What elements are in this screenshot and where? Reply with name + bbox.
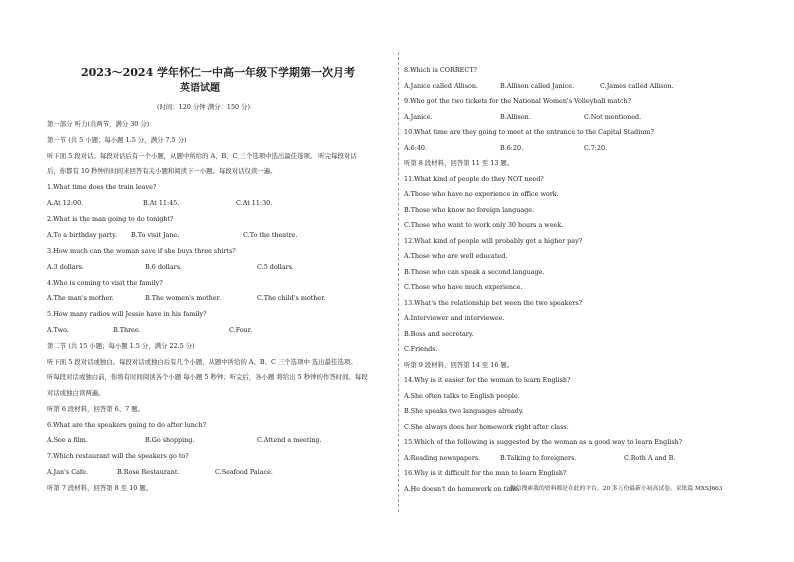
- q14-option-a: A.She often talks to English people.: [404, 392, 520, 400]
- column-divider: [398, 52, 399, 512]
- section-two-heading: 第二节 (共 15 小题；每小题 1.5 分，满分 22.5 分): [47, 342, 195, 350]
- section-one-instructions: 听下面 5 段对话。每段对话后有一个小题，从题中所给的 A、B、C 三个选项中选出最佳选项。 听完每段对话: [47, 152, 357, 160]
- section-two-instructions-cont: 听每段对话或独白前，你将有时间阅读各个小题 每小题 5 秒钟；听完后，各小题 将给出 5 秒钟的作答时间。每段: [47, 373, 368, 381]
- q6-option-b: B.Go shopping.: [145, 436, 195, 444]
- q2-option-b: B.To visit Jane.: [131, 231, 180, 239]
- question-15: 15.Which of the following is suggested by the woman as a good way to learn English?: [404, 438, 683, 446]
- section-two-instructions-end: 对话或独白读两遍。: [47, 389, 105, 397]
- q1-option-b: B.At 11:45.: [143, 199, 180, 207]
- q15-option-c: C.Both A and B.: [624, 454, 676, 462]
- q9-option-a: A.Janice.: [404, 113, 433, 121]
- exam-subject: 英语试题: [180, 83, 220, 94]
- q14-option-b: B.She speaks two languages already.: [404, 407, 524, 415]
- passage-6-hint: 听第 6 段材料，回答第 6、7 题。: [47, 405, 145, 413]
- q4-option-b: B.The women's mother.: [145, 294, 222, 302]
- q10-option-a: A.6:40.: [404, 144, 428, 152]
- q3-option-c: C.5 dollars.: [257, 263, 294, 271]
- passage-7-hint: 听第 7 段材料，回答第 8 至 10 题。: [47, 484, 153, 492]
- question-9: 9.Who got the two tickets for the National Women's Volleyball match?: [404, 97, 631, 105]
- question-3: 3.How much can the woman save if she buys three shirts?: [47, 247, 236, 255]
- watermark-note: 微信搜索我的资料都是在此的平台，20 多万份最新小初高试卷。采纸篇 MXSJ663: [510, 486, 723, 492]
- q10-option-c: C.7:20.: [584, 144, 608, 152]
- section-one-heading: 第一节 (共 5 小题；每小题 1.5 分，满分 7.5 分): [47, 136, 187, 144]
- q5-option-b: B.Three.: [113, 326, 141, 334]
- q13-option-b: B.Boss and secretary.: [404, 330, 474, 338]
- q11-option-c: C.Those who want to work only 30 hours a week.: [404, 221, 564, 229]
- question-12: 12.What kind of people will probably get a higher pay?: [404, 237, 583, 245]
- question-8: 8.Which is CORRECT?: [404, 66, 477, 74]
- passage-9-hint: 听第 9 段材料，回答第 14 至 16 题。: [404, 361, 514, 369]
- question-1: 1.What time does the train leave?: [47, 183, 157, 191]
- question-10: 10.What time are they going to meet at the entrance to the Capital Stadium?: [404, 128, 654, 136]
- q16-option-a: A.He doesn't do homework on time.: [404, 485, 521, 493]
- question-14: 14.Why is it easier for the woman to learn English?: [404, 376, 571, 384]
- q5-option-c: C.Four.: [229, 326, 253, 334]
- q6-option-a: A.See a film.: [47, 436, 88, 444]
- q3-option-b: B.6 dollars.: [145, 263, 183, 271]
- q4-option-c: C.The child's mother.: [257, 294, 326, 302]
- question-7: 7.Which restaurant will the speakers go to?: [47, 452, 189, 460]
- q10-option-b: B.6:20.: [500, 144, 524, 152]
- q12-option-c: C.Those who have much experience.: [404, 283, 523, 291]
- q13-option-c: C.Friends.: [404, 345, 438, 353]
- q14-option-c: C.She always does her homework right after class.: [404, 423, 569, 431]
- part-one-heading: 第一部分 听力(共两节，满分 30 分): [47, 120, 150, 128]
- q13-option-a: A.Interviewer and interviewee.: [404, 314, 505, 322]
- q11-option-a: A.Those who have no experience in office work.: [404, 190, 559, 198]
- question-13: 13.What's the relationship bet ween the two speakers?: [404, 299, 583, 307]
- q2-option-a: A.To a birthday party.: [47, 231, 117, 239]
- q4-option-a: A.The man's mother.: [47, 294, 114, 302]
- q5-option-a: A.Two.: [47, 326, 69, 334]
- q15-option-b: B.Talking to foreigners.: [500, 454, 577, 462]
- q12-option-b: B.Those who can speak a second language.: [404, 268, 545, 276]
- q7-option-b: B.Rose Restaurant.: [117, 468, 180, 476]
- q8-option-b: B.Allison called Janice.: [500, 82, 575, 90]
- exam-title: 2023～2024 学年怀仁一中高一年级下学期第一次月考: [81, 66, 356, 79]
- q2-option-c: C.To the theatre.: [243, 231, 298, 239]
- question-4: 4.Who is coming to visit the family?: [47, 279, 163, 287]
- q1-option-a: A.At 12:00.: [47, 199, 84, 207]
- q8-option-a: A.Janice called Allison.: [404, 82, 478, 90]
- q6-option-c: C.Attend a meeting.: [257, 436, 322, 444]
- q9-option-b: B.Allison.: [500, 113, 531, 121]
- q9-option-c: C.Not mentioned.: [584, 113, 642, 121]
- section-one-instructions-cont: 后，你都有 10 秒钟的时间来回答有关小题和阅读下一小题。每段对话仅读一遍。: [47, 167, 277, 175]
- question-11: 11.What kind of people do they NOT need?: [404, 175, 544, 183]
- q15-option-a: A.Reading newspapers.: [404, 454, 481, 462]
- question-6: 6.What are the speakers going to do after lunch?: [47, 421, 206, 429]
- question-5: 5.How many radios will Jessie have in his family?: [47, 310, 207, 318]
- question-2: 2.What is the man going to do tonight?: [47, 215, 174, 223]
- q7-option-a: A.Jan's Cafe.: [47, 468, 89, 476]
- q12-option-a: A.Those who are well educated.: [404, 252, 508, 260]
- q11-option-b: B.Those who know no foreign language.: [404, 206, 535, 214]
- question-16: 16.Why is it difficult for the man to learn English?: [404, 469, 567, 477]
- q8-option-c: C.James called Allison.: [600, 82, 674, 90]
- q1-option-c: C.At 11:30.: [236, 199, 273, 207]
- exam-time-score: (时间：120 分钟 满分：150 分): [157, 103, 250, 111]
- q7-option-c: C.Seafood Palace.: [215, 468, 273, 476]
- q3-option-a: A.3 dollars.: [47, 263, 84, 271]
- passage-8-hint: 听第 8 段材料，回答第 11 至 13 题。: [404, 159, 514, 167]
- section-two-instructions: 听下面 5 段对话或独白。每段对话或独白后有几个小题，从题中所给的 A、B、C 三个选项中 选出最佳选项。: [47, 358, 357, 366]
